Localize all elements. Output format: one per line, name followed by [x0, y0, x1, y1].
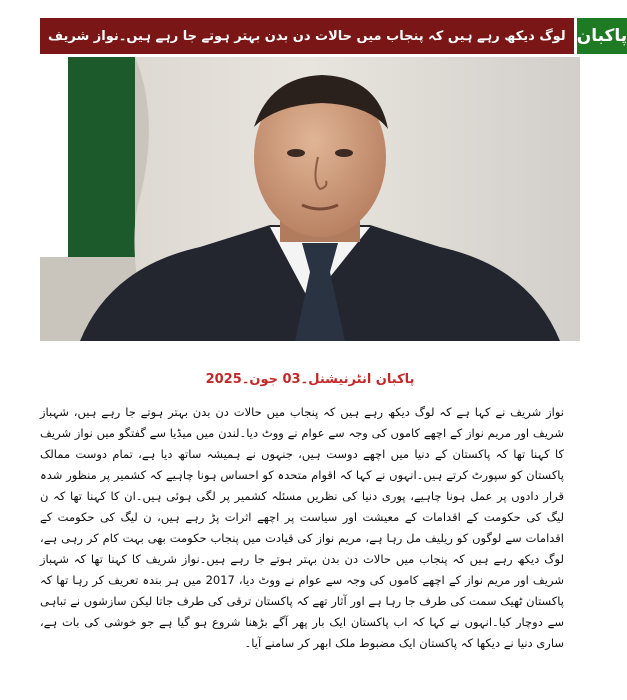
brand-badge: پاکبان	[574, 18, 627, 54]
portrait-illustration	[40, 57, 580, 341]
news-header	[40, 18, 627, 54]
portrait-photo	[40, 57, 580, 341]
article-body: نواز شریف نے کہا ہے کہ لوگ دیکھ رہے ہیں کہ پنجاب میں حالات دن بدن بہتر ہوتے جا رہے ہیں، شہباز شریف اور مریم نواز کے اچھے کاموں کی وجہ سے عوام نے ووٹ دیا۔لندن میں میڈیا سے گفتگو میں نواز شریف کا کہنا تھا کہ پاکستان کے دنیا میں اچھے دوست ہیں، جنہوں نے ہمیشہ ساتھ دیا ہے، تمام دوست ممالک پاکستان کو سپورٹ کرتے ہیں۔انہوں نے کہا کہ اقوام متحدہ کو احساس ہونا چاہیے کہ کشمیر پر منظور شدہ قرار دادوں پر عمل ہونا چاہیے، پوری دنیا کی نظریں مسئلہ کشمیر پر لگی ہوئی ہیں۔ان کا کہنا تھا کہ ن لیگ کی حکومت کے اقدامات کے معیشت اور سیاست پر اچھے اثرات پڑ رہے ہیں، ن لیگ کی حکومت کے اقدامات سے لوگوں کو ریلیف مل رہا ہے، مریم نواز کی قیادت میں پنجاب حکومت بھی بہت کام کر رہی ہے، لوگ دیکھ رہے ہیں کہ پنجاب میں حالات دن بدن بہتر ہوتے جا رہے ہیں۔نواز شریف کا کہنا تھا کہ شہباز شریف اور مریم نواز کے اچھے کاموں کی وجہ سے عوام نے ووٹ دیا، 2017 میں ہر بندہ تعریف کر رہا تھا کہ پاکستان ٹھیک سمت کی طرف جا رہا ہے اور آثار تھے کہ پاکستان ترقی کی طرف جاتا لیکن سازشوں نے تباہی سے دوچار کیا۔انہوں نے کہا کہ اب پاکستان ایک بار پھر آگے بڑھنا شروع ہو گیا ہے جو خوشی کی بات ہے، ساری دنیا نے دیکھا کہ پاکستان ایک مضبوط ملک ابھر کر سامنے آیا۔	[40, 405, 564, 650]
dateline: پاکبان انٹرنیشنل۔03 جون۔2025	[205, 372, 415, 387]
headline: لوگ دیکھ رہے ہیں کہ پنجاب میں حالات دن بدن بہتر ہوتے جا رہے ہیں۔نواز شریف	[40, 18, 574, 54]
